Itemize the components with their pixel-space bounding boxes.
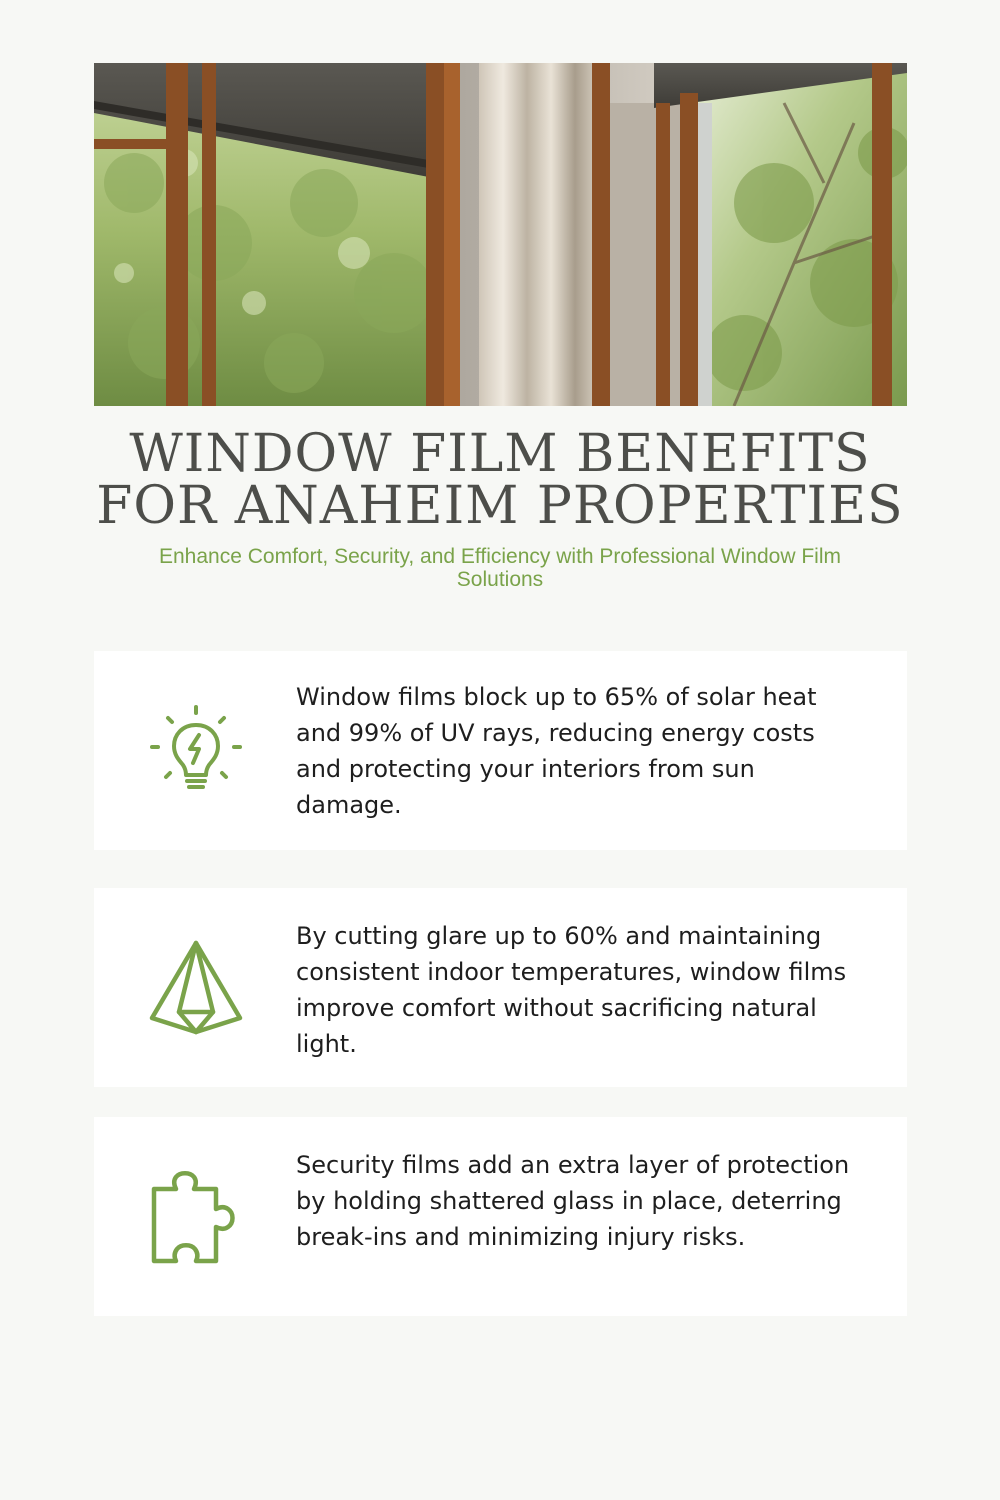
benefit-card-comfort <box>94 888 907 1087</box>
page-title-line-1: WINDOW FILM BENEFITS <box>129 424 871 484</box>
page-title <box>0 424 1000 536</box>
lightbulb-bolt-icon <box>146 701 246 801</box>
benefit-text: Security films add an extra layer of protection by holding shattered glass in place, deterring break-ins and minimizing injury risks. <box>296 1151 850 1251</box>
benefit-text: Window films block up to 65% of solar heat and 99% of UV rays, reducing energy costs and protecting your interiors from sun damage. <box>296 683 817 819</box>
pyramid-icon <box>146 938 246 1038</box>
hero-image <box>94 63 907 406</box>
benefit-card-energy <box>94 651 907 850</box>
window-interior-illustration <box>94 63 907 406</box>
benefit-card-security <box>94 1117 907 1316</box>
benefit-text: By cutting glare up to 60% and maintaining consistent indoor temperatures, window films improve comfort without sacrificing natural light. <box>296 922 847 1058</box>
page-title-line-2: FOR ANAHEIM PROPERTIES <box>96 476 904 536</box>
puzzle-piece-icon <box>146 1167 246 1267</box>
page-subtitle: Enhance Comfort, Security, and Efficiency with Professional Window Film Solutions <box>159 545 841 591</box>
